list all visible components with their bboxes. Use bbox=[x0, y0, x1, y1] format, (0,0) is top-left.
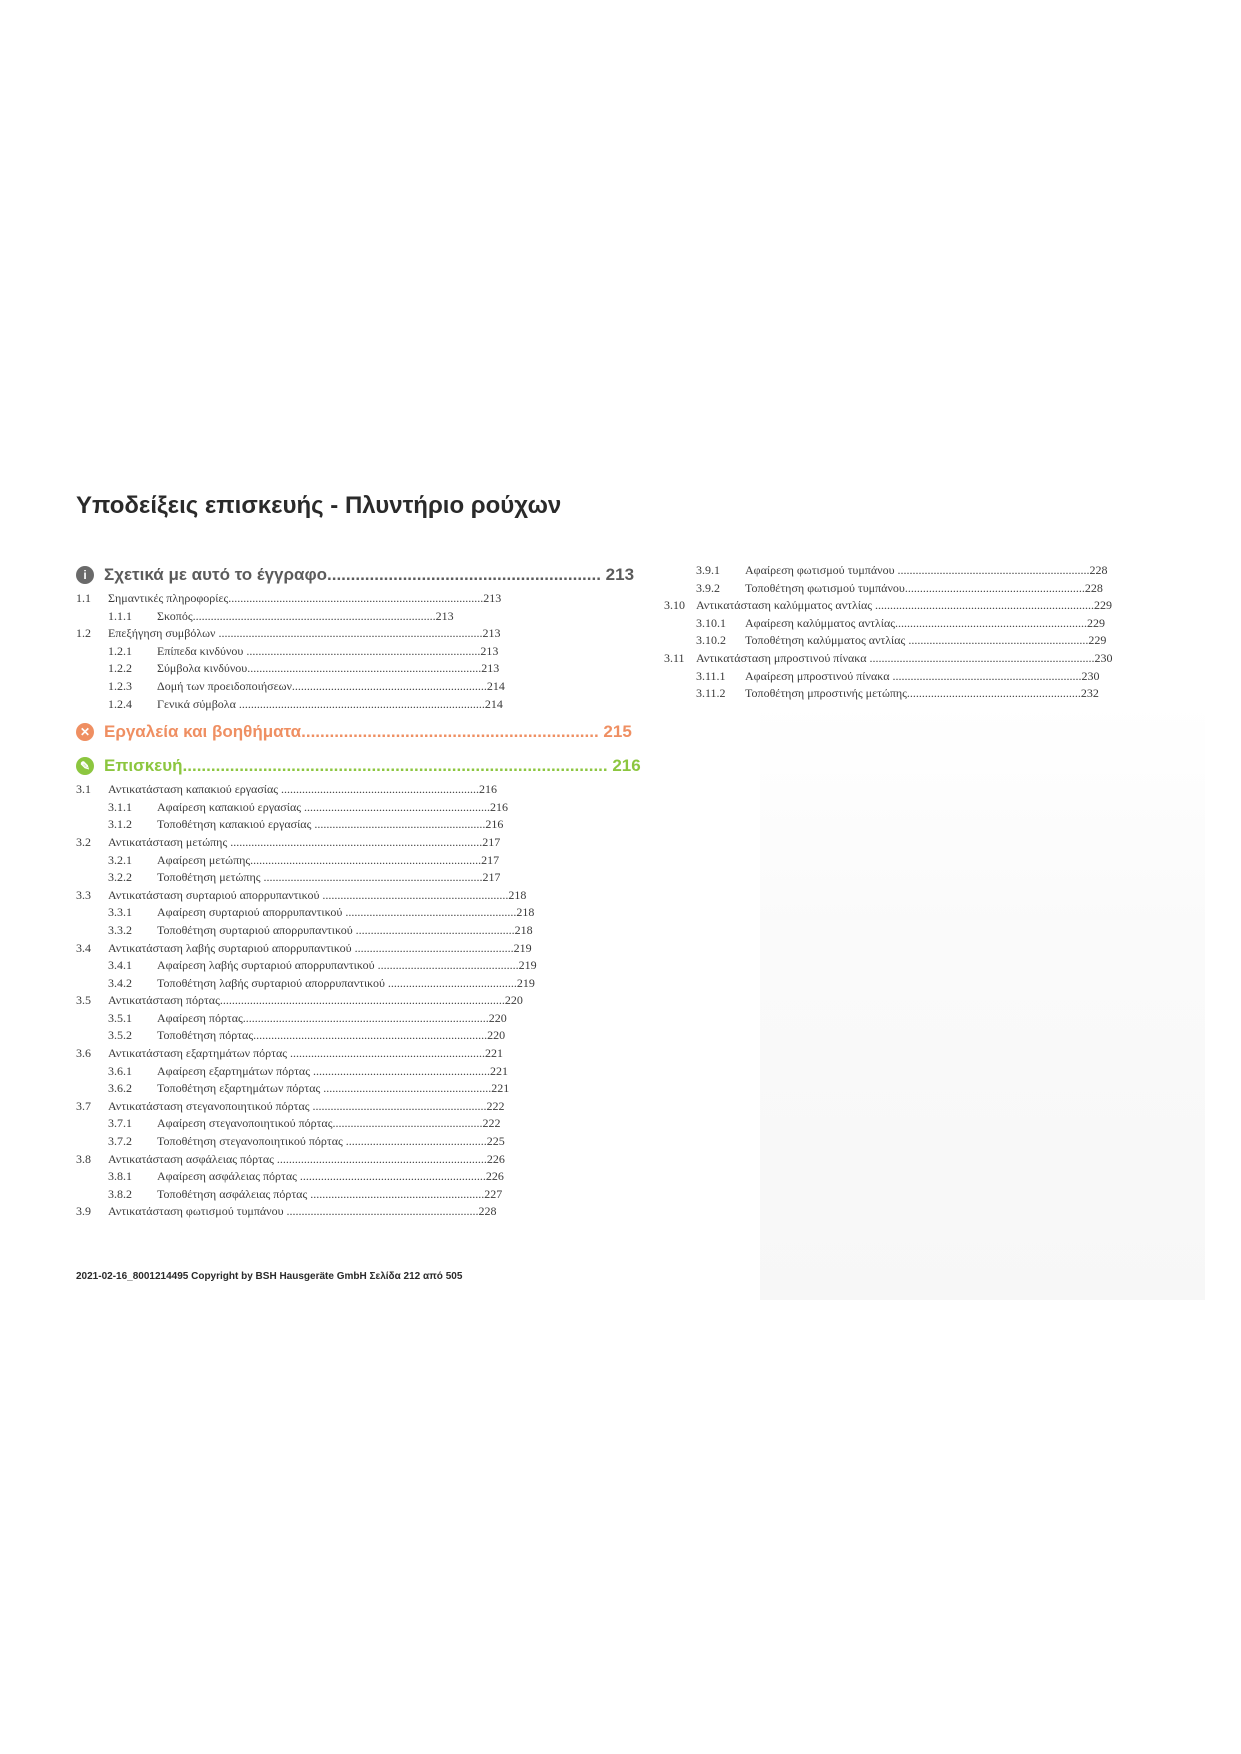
toc-entry[interactable] bbox=[76, 590, 666, 608]
toc-entry-number: 3.5.2 bbox=[108, 1028, 132, 1043]
toc-entry[interactable] bbox=[76, 1203, 666, 1221]
toc-entry-number: 3.5 bbox=[76, 993, 91, 1008]
toc-entry-number: 3.6.1 bbox=[108, 1063, 132, 1078]
page-title: Υποδείξεις επισκευής - Πλυντήριο ρούχων bbox=[76, 492, 562, 519]
toc-entry[interactable] bbox=[76, 1045, 666, 1063]
toc-entry-title: Σημαντικές πληροφορίες.....................................................................................213 bbox=[108, 591, 502, 605]
toc-entry-number: 3.9.1 bbox=[696, 563, 720, 577]
toc-entry-title: Αφαίρεση ασφάλειας πόρτας ..............................................................226 bbox=[157, 1169, 504, 1184]
toc-section-heading[interactable] bbox=[76, 560, 666, 590]
toc-entry[interactable] bbox=[664, 597, 1144, 615]
toc-entry-number: 3.2 bbox=[76, 834, 91, 849]
toc-entry-number: 3.2.1 bbox=[108, 852, 132, 867]
toc-entry[interactable] bbox=[76, 1115, 666, 1133]
toc-entry[interactable] bbox=[76, 940, 666, 958]
toc-entry-number: 3.10.1 bbox=[696, 615, 726, 630]
toc-entry-number: 3.1.2 bbox=[108, 817, 132, 832]
toc-entry-title: Αφαίρεση πόρτας..................................................................................220 bbox=[157, 1010, 507, 1025]
toc-entry-number: 1.2.2 bbox=[108, 661, 132, 676]
tools-icon: ✕ bbox=[76, 723, 94, 741]
toc-entry-number: 3.1 bbox=[76, 782, 91, 797]
toc-entry-title: Αντικατάσταση εξαρτημάτων πόρτας .................................................................221 bbox=[108, 1046, 504, 1061]
toc-entry-number: 3.11.1 bbox=[696, 668, 726, 683]
toc-right-column bbox=[664, 562, 1144, 703]
toc-entry-title: Τοποθέτηση ασφάλειας πόρτας ..........................................................227 bbox=[157, 1186, 503, 1201]
toc-entry[interactable] bbox=[664, 632, 1144, 650]
toc-entry-title: Αφαίρεση συρταριού απορρυπαντικού .........................................................218 bbox=[157, 905, 535, 920]
toc-entry-number: 3.9.2 bbox=[696, 580, 720, 595]
toc-entry-title: Αφαίρεση στεγανοποιητικού πόρτας..................................................222 bbox=[157, 1116, 501, 1131]
toc-section-heading[interactable] bbox=[76, 751, 666, 781]
info-icon: i bbox=[76, 566, 94, 584]
toc-entry[interactable] bbox=[76, 643, 666, 661]
toc-entry-title: Σύμβολα κινδύνου..............................................................................213 bbox=[157, 661, 500, 676]
toc-entry-title: Αφαίρεση μετώπης.............................................................................217 bbox=[157, 852, 500, 867]
toc-entry[interactable] bbox=[76, 887, 666, 905]
toc-entry-number: 3.11 bbox=[664, 650, 685, 665]
toc-entry-title: Επίπεδα κινδύνου ..............................................................................213 bbox=[157, 643, 499, 658]
toc-entry-number: 3.4.1 bbox=[108, 958, 132, 973]
toc-entry-number: 3.8.1 bbox=[108, 1169, 132, 1184]
toc-entry[interactable] bbox=[76, 1168, 666, 1186]
toc-entry[interactable] bbox=[76, 696, 666, 714]
toc-entry-title: Τοποθέτηση φωτισμού τυμπάνου............................................................228 bbox=[745, 580, 1103, 595]
toc-entry-number: 1.2.3 bbox=[108, 678, 132, 693]
toc-entry-title: Τοποθέτηση συρταριού απορρυπαντικού .....................................................218 bbox=[157, 922, 533, 937]
toc-entry-title: Τοποθέτηση λαβής συρταριού απορρυπαντικού ...........................................219 bbox=[157, 975, 535, 990]
toc-entry-title: Αντικατάσταση μετώπης ....................................................................................217 bbox=[108, 834, 501, 849]
toc-entry[interactable] bbox=[76, 852, 666, 870]
toc-entry-title: Αντικατάσταση καπακιού εργασίας ..................................................................216 bbox=[108, 782, 498, 797]
toc-entry-title: Τοποθέτηση καπακιού εργασίας .........................................................216 bbox=[157, 817, 504, 832]
toc-entry-number: 3.6.2 bbox=[108, 1081, 132, 1096]
toc-entry-title: Αντικατάσταση συρταριού απορρυπαντικού ..............................................................218 bbox=[108, 887, 527, 902]
toc-entry[interactable] bbox=[76, 1133, 666, 1151]
toc-entry[interactable] bbox=[76, 834, 666, 852]
toc-entry[interactable] bbox=[76, 1098, 666, 1116]
toc-entry-title: Αντικατάσταση στεγανοποιητικού πόρτας ..........................................................222 bbox=[108, 1098, 505, 1113]
toc-entry-number: 3.1.1 bbox=[108, 799, 132, 814]
toc-entry-title: Τοποθέτηση μετώπης .........................................................................217 bbox=[157, 870, 501, 885]
toc-entry[interactable] bbox=[76, 957, 666, 975]
toc-section-heading[interactable] bbox=[76, 717, 666, 747]
toc-entry-number: 3.5.1 bbox=[108, 1010, 132, 1025]
toc-entry-title: Αντικατάσταση φωτισμού τυμπάνου ................................................................228 bbox=[108, 1204, 497, 1219]
toc-entry-number: 3.2.2 bbox=[108, 870, 132, 885]
toc-section-label: Εργαλεία και βοηθήματα............................................................... 215 bbox=[104, 722, 632, 742]
toc-entry-title: Τοποθέτηση εξαρτημάτων πόρτας ........................................................221 bbox=[157, 1081, 510, 1096]
toc-entry-number: 3.7.2 bbox=[108, 1134, 132, 1149]
toc-entry-title: Αφαίρεση εξαρτημάτων πόρτας ...........................................................221 bbox=[157, 1063, 508, 1078]
toc-entry[interactable] bbox=[76, 1080, 666, 1098]
toc-entry-number: 1.2 bbox=[76, 626, 91, 641]
toc-entry-title: Αντικατάσταση μπροστινού πίνακα ...........................................................................230 bbox=[696, 650, 1113, 665]
toc-entry-title: Τοποθέτηση καλύμματος αντλίας ............................................................229 bbox=[745, 633, 1107, 648]
toc-entry[interactable] bbox=[664, 685, 1144, 703]
page-shade bbox=[760, 700, 1205, 1300]
toc-entry-title: Τοποθέτηση πόρτας..............................................................................220 bbox=[157, 1028, 506, 1043]
toc-entry[interactable] bbox=[76, 816, 666, 834]
toc-entry[interactable] bbox=[76, 625, 666, 643]
toc-entry[interactable] bbox=[76, 799, 666, 817]
toc-entry-number: 1.2.4 bbox=[108, 696, 132, 711]
toc-entry-title: Σκοπός.................................................................................213 bbox=[157, 608, 454, 623]
toc-entry-number: 3.8 bbox=[76, 1151, 91, 1166]
toc-entry[interactable] bbox=[664, 650, 1144, 668]
toc-entry[interactable] bbox=[664, 668, 1144, 686]
toc-entry-title: Αφαίρεση φωτισμού τυμπάνου ................................................................228 bbox=[745, 563, 1108, 577]
toc-entry[interactable] bbox=[76, 678, 666, 696]
toc-entry[interactable] bbox=[76, 781, 666, 799]
toc-left-column bbox=[76, 560, 666, 1221]
toc-entry[interactable] bbox=[76, 975, 666, 993]
toc-entry[interactable] bbox=[76, 992, 666, 1010]
toc-entry-title: Γενικά σύμβολα ..................................................................................214 bbox=[157, 696, 503, 711]
toc-entry-title: Αντικατάσταση λαβής συρταριού απορρυπαντικού .....................................................219 bbox=[108, 940, 532, 955]
toc-section-label: Σχετικά με αυτό το έγγραφο.......................................................... 213 bbox=[104, 565, 635, 584]
toc-entry-title: Αντικατάσταση πόρτας...............................................................................................220 bbox=[108, 993, 523, 1008]
toc-entry[interactable] bbox=[664, 580, 1144, 598]
toc-entry-title: Αφαίρεση καπακιού εργασίας ..............................................................216 bbox=[157, 799, 509, 814]
toc-entry[interactable] bbox=[76, 922, 666, 940]
toc-entry[interactable] bbox=[76, 869, 666, 887]
toc-entry-title: Αντικατάσταση καλύμματος αντλίας .........................................................................229 bbox=[696, 598, 1113, 613]
toc-entry-number: 3.8.2 bbox=[108, 1186, 132, 1201]
toc-entry-title: Αφαίρεση καλύμματος αντλίας................................................................229 bbox=[745, 615, 1105, 630]
toc-entry-title: Αντικατάσταση ασφάλειας πόρτας ......................................................................226 bbox=[108, 1151, 505, 1166]
page-footer: 2021-02-16_8001214495 Copyright by BSH Hausgeräte GmbH Σελίδα 212 από 505 bbox=[76, 1271, 463, 1282]
toc-entry[interactable] bbox=[76, 608, 666, 626]
toc-entry-number: 3.11.2 bbox=[696, 686, 726, 701]
toc-entry-title: Επεξήγηση συμβόλων ........................................................................................213 bbox=[108, 626, 501, 641]
toc-entry-number: 3.7 bbox=[76, 1098, 91, 1113]
toc-entry-title: Αφαίρεση μπροστινού πίνακα ...............................................................230 bbox=[745, 668, 1100, 683]
toc-section-label: Επισκευή.......................................................................................... 216 bbox=[104, 756, 641, 776]
toc-entry-number: 3.3.1 bbox=[108, 905, 132, 920]
toc-entry-title: Δομή των προειδοποιήσεων.................................................................214 bbox=[157, 678, 505, 693]
toc-entry[interactable] bbox=[76, 1186, 666, 1204]
toc-entry[interactable] bbox=[76, 1027, 666, 1045]
toc-entry-number: 1.1 bbox=[76, 591, 91, 605]
toc-entry-number: 3.7.1 bbox=[108, 1116, 132, 1131]
toc-entry[interactable] bbox=[76, 1063, 666, 1081]
toc-entry-number: 3.4.2 bbox=[108, 975, 132, 990]
toc-entry-number: 1.1.1 bbox=[108, 608, 132, 623]
toc-entry[interactable] bbox=[664, 615, 1144, 633]
repair-icon: ✎ bbox=[76, 757, 94, 775]
toc-entry-number: 3.3 bbox=[76, 887, 91, 902]
toc-entry[interactable] bbox=[664, 562, 1144, 580]
toc-entry[interactable] bbox=[76, 1010, 666, 1028]
toc-entry-number: 3.10.2 bbox=[696, 633, 726, 648]
toc-entry-title: Τοποθέτηση μπροστινής μετώπης..........................................................232 bbox=[745, 686, 1099, 701]
toc-entry-number: 3.3.2 bbox=[108, 922, 132, 937]
toc-entry[interactable] bbox=[76, 660, 666, 678]
toc-entry-number: 3.9 bbox=[76, 1204, 91, 1219]
toc-entry[interactable] bbox=[76, 904, 666, 922]
toc-entry[interactable] bbox=[76, 1151, 666, 1169]
toc-entry-title: Τοποθέτηση στεγανοποιητικού πόρτας ...............................................225 bbox=[157, 1134, 505, 1149]
toc-entry-number: 1.2.1 bbox=[108, 643, 132, 658]
toc-entry-number: 3.10 bbox=[664, 598, 685, 613]
toc-entry-title: Αφαίρεση λαβής συρταριού απορρυπαντικού ...............................................219 bbox=[157, 958, 537, 973]
toc-entry-number: 3.4 bbox=[76, 940, 91, 955]
toc-entry-number: 3.6 bbox=[76, 1046, 91, 1061]
